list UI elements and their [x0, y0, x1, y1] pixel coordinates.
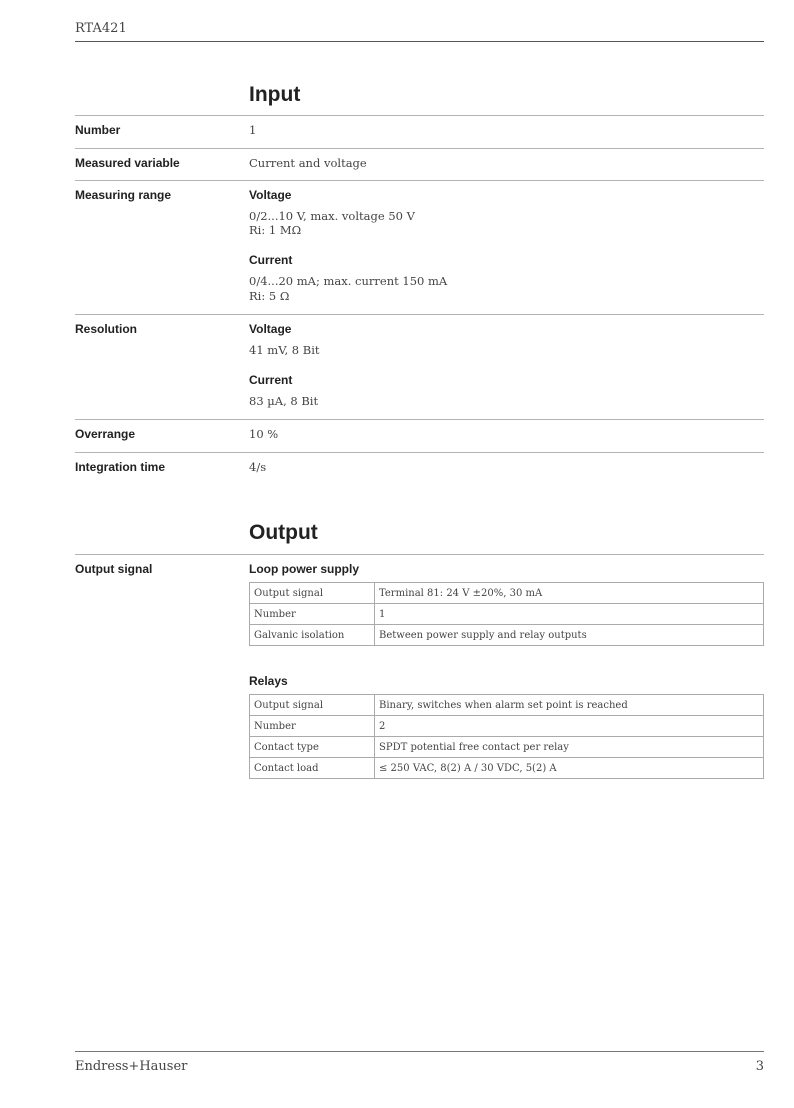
table-cell: 1 — [375, 604, 764, 625]
divider — [75, 115, 764, 116]
subheading-voltage: Voltage — [249, 188, 292, 202]
divider — [75, 554, 764, 555]
table-row — [250, 604, 764, 625]
section-title-input: Input — [249, 83, 301, 106]
row-label-measured-variable: Measured variable — [75, 156, 180, 170]
table-cell: ≤ 250 VAC, 8(2) A / 30 VDC, 5(2) A — [375, 758, 764, 779]
subheading-current: Current — [249, 373, 293, 387]
footer-brand: Endress+Hauser — [75, 1059, 188, 1074]
table-row — [250, 758, 764, 779]
table-cell: Output signal — [250, 695, 375, 716]
measuring-range-voltage-line-2: Ri: 1 MΩ — [249, 223, 302, 237]
row-value-measured-variable: Current and voltage — [249, 156, 367, 170]
table-cell: 2 — [375, 716, 764, 737]
table-cell: Galvanic isolation — [250, 625, 375, 646]
measuring-range-current-line-2: Ri: 5 Ω — [249, 289, 290, 303]
table-row — [250, 695, 764, 716]
subheading-current: Current — [249, 253, 293, 267]
section-title-output: Output — [249, 521, 318, 544]
table-cell: Contact type — [250, 737, 375, 758]
table-row — [250, 583, 764, 604]
subheading-voltage: Voltage — [249, 322, 292, 336]
table-row — [250, 716, 764, 737]
subheading-relays: Relays — [249, 674, 288, 688]
divider — [75, 419, 764, 420]
resolution-current-value: 83 µA, 8 Bit — [249, 394, 319, 408]
divider — [75, 148, 764, 149]
row-label-number: Number — [75, 123, 121, 137]
header-rule — [75, 41, 764, 42]
row-label-measuring-range: Measuring range — [75, 188, 172, 202]
row-label-resolution: Resolution — [75, 322, 137, 336]
divider — [75, 314, 764, 315]
relays-table — [249, 694, 764, 779]
subheading-loop-power-supply: Loop power supply — [249, 562, 359, 576]
loop-power-supply-table — [249, 582, 764, 646]
divider — [75, 452, 764, 453]
row-label-integration-time: Integration time — [75, 460, 166, 474]
table-cell: Number — [250, 604, 375, 625]
page-number: 3 — [755, 1059, 764, 1074]
divider — [75, 180, 764, 181]
row-value-integration-time: 4/s — [249, 460, 267, 474]
measuring-range-voltage-line-1: 0/2...10 V, max. voltage 50 V — [249, 209, 415, 223]
row-value-number: 1 — [249, 123, 257, 137]
table-cell: Between power supply and relay outputs — [375, 625, 764, 646]
measuring-range-current-line-1: 0/4...20 mA; max. current 150 mA — [249, 274, 448, 288]
row-label-output-signal: Output signal — [75, 562, 153, 576]
table-cell: Contact load — [250, 758, 375, 779]
table-cell: Number — [250, 716, 375, 737]
table-row — [250, 737, 764, 758]
document-model: RTA421 — [75, 21, 127, 36]
table-cell: Terminal 81: 24 V ±20%, 30 mA — [375, 583, 764, 604]
resolution-voltage-value: 41 mV, 8 Bit — [249, 343, 320, 357]
table-row — [250, 625, 764, 646]
table-cell: SPDT potential free contact per relay — [375, 737, 764, 758]
row-value-overrange: 10 % — [249, 427, 279, 441]
row-label-overrange: Overrange — [75, 427, 136, 441]
table-cell: Binary, switches when alarm set point is reached — [375, 695, 764, 716]
table-cell: Output signal — [250, 583, 375, 604]
footer-rule — [75, 1051, 764, 1052]
